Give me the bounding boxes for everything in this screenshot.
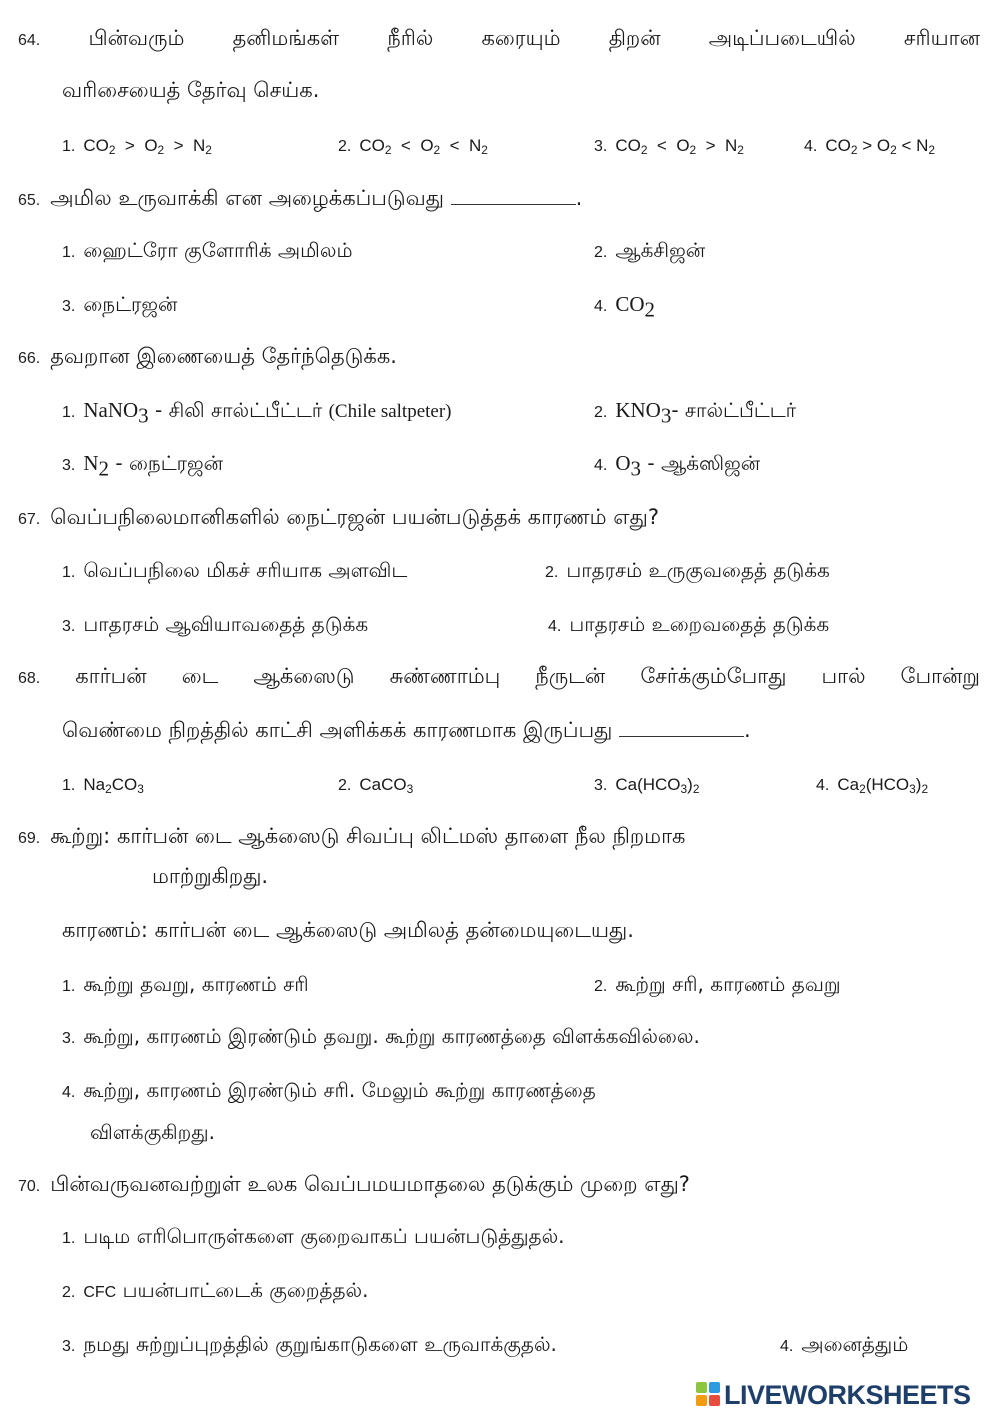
q70-option-1[interactable]: 1. படிம எரிபொருள்களை குறைவாகப் பயன்படுத்துதல். — [62, 1224, 565, 1248]
liveworksheets-text: LIVEWORKSHEETS — [724, 1379, 971, 1410]
q70-option-2[interactable]: 2. CFC பயன்பாட்டைக் குறைத்தல். — [62, 1278, 369, 1302]
reason-text: கார்பன் டை ஆக்ஸைடு அமிலத் தன்மையுடையது. — [154, 918, 634, 942]
q64-option-1[interactable]: 1. $CO_2 > O_2 > N_2$ — [62, 136, 212, 157]
liveworksheets-logo — [696, 1380, 996, 1410]
q67-option-2[interactable]: 2. பாதரசம் உருகுவதைத் தடுக்க — [545, 558, 830, 582]
q66-option-4[interactable]: 4. $O_3$ - ஆக்ஸிஜன் — [594, 451, 761, 481]
question-68-line-1 — [18, 662, 980, 693]
word: சரியான — [903, 26, 980, 50]
question-68-line-2: வெண்மை நிறத்தில் காட்சி அளிக்கக் காரணமாக இருப்பது . — [62, 718, 751, 742]
q66-option-1[interactable]: 1. NaNO$_3$ - சிலி சால்ட்பீட்டர் (Chile saltpeter) — [62, 398, 452, 428]
word: அடிப்படையில் — [708, 26, 856, 50]
word: சுண்ணாம்பு — [389, 664, 501, 688]
answer-blank[interactable] — [619, 718, 744, 737]
q67-option-3[interactable]: 3. பாதரசம் ஆவியாவதைத் தடுக்க — [62, 612, 369, 636]
assertion-text: கார்பன் டை ஆக்ஸைடு சிவப்பு லிட்மஸ் தாளை நீல நிறமாக — [116, 824, 686, 848]
q64-option-3[interactable]: 3. $CO_2 < O_2 > N_2$ — [594, 136, 744, 157]
q69-option-4[interactable]: 4. கூற்று, காரணம் இரண்டும் சரி. மேலும் கூற்று காரணத்தை — [62, 1078, 596, 1102]
word: போன்று — [900, 664, 980, 688]
q64-option-2[interactable]: 2. $CO_2 < O_2 < N_2$ — [338, 136, 488, 157]
word: திறன் — [608, 26, 661, 50]
q69-option-3[interactable]: 3. கூற்று, காரணம் இரண்டும் தவறு. கூற்று காரணத்தை விளக்கவில்லை. — [62, 1024, 700, 1048]
q68-option-1[interactable]: 1. $Na_2CO_3$ — [62, 775, 144, 796]
q69-option-1[interactable]: 1. கூற்று தவறு, காரணம் சரி — [62, 972, 309, 996]
question-number: 70. — [18, 1178, 41, 1195]
question-70 — [18, 1170, 690, 1201]
word: நீரில் — [387, 26, 434, 50]
word: நீருடன் — [535, 664, 606, 688]
q65-option-3[interactable]: 3. நைட்ரஜன் — [62, 292, 178, 316]
q67-option-1[interactable]: 1. வெப்பநிலை மிகச் சரியாக அளவிட — [62, 558, 408, 582]
q68-option-4[interactable]: 4. $Ca_2(HCO_3)_2$ — [816, 775, 929, 796]
assertion-label: கூற்று: — [50, 824, 111, 848]
question-text: அமில உருவாக்கி என அழைக்கப்படுவது — [50, 186, 444, 210]
question-number: 68. — [18, 670, 41, 687]
question-number: 69. — [18, 830, 41, 847]
word: கார்பன் — [75, 664, 147, 688]
question-66 — [18, 342, 397, 373]
question-67 — [18, 503, 659, 534]
question-text: வெப்பநிலைமானிகளில் நைட்ரஜன் பயன்படுத்தக் காரணம் எது? — [50, 505, 659, 529]
q70-option-4[interactable]: 4. அனைத்தும் — [780, 1332, 909, 1356]
question-number: 67. — [18, 511, 41, 528]
question-text: பின்வருவனவற்றுள் உலக வெப்பமயமாதலை தடுக்கும் முறை எது? — [50, 1172, 690, 1196]
question-text: தவறான இணையைத் தேர்ந்தெடுக்க. — [50, 344, 397, 368]
q69-option-4-cont: விளக்குகிறது. — [90, 1120, 215, 1144]
question-number: 64. — [18, 32, 41, 49]
question-69-assertion — [18, 822, 686, 853]
word: சேர்க்கும்போது — [640, 664, 787, 688]
question-69-assertion-cont: மாற்றுகிறது. — [152, 864, 269, 888]
word: கரையும் — [481, 26, 561, 50]
q65-option-1[interactable]: 1. ஹைட்ரோ குளோரிக் அமிலம் — [62, 238, 353, 262]
q65-option-2[interactable]: 2. ஆக்சிஜன் — [594, 238, 706, 262]
question-number: 65. — [18, 192, 41, 209]
word: ஆக்ஸைடு — [253, 664, 355, 688]
q69-option-2[interactable]: 2. கூற்று சரி, காரணம் தவறு — [594, 972, 841, 996]
question-69-reason — [62, 916, 634, 944]
q64-option-4[interactable]: 4. $CO_2 > O_2 < N_2$ — [804, 136, 936, 157]
reason-label: காரணம்: — [62, 918, 148, 942]
liveworksheets-icon — [696, 1382, 722, 1408]
q68-option-3[interactable]: 3. $Ca(HCO_3)_2$ — [594, 775, 700, 796]
word: டை — [181, 664, 219, 688]
q66-option-3[interactable]: 3. $N_2$ - நைட்ரஜன் — [62, 451, 224, 481]
q70-option-3[interactable]: 3. நமது சுற்றுப்புறத்தில் குறுங்காடுகளை உருவாக்குதல். — [62, 1332, 557, 1356]
answer-blank[interactable] — [451, 186, 576, 205]
question-65: 65. அமில உருவாக்கி என அழைக்கப்படுவது . — [18, 186, 583, 210]
q68-option-2[interactable]: 2. CaCO$_3$ — [338, 775, 414, 796]
word: பால் — [821, 664, 866, 688]
question-64-line-1 — [18, 24, 980, 55]
question-64-line-2: வரிசையைத் தேர்வு செய்க. — [62, 78, 320, 102]
q66-option-2[interactable]: 2. $KNO_3-$ சால்ட்பீட்டர் — [594, 398, 797, 428]
word: தனிமங்கள் — [232, 26, 340, 50]
question-number: 66. — [18, 350, 41, 367]
word: பின்வரும் — [88, 26, 185, 50]
q65-option-4[interactable]: 4. $CO_2$ — [594, 292, 656, 322]
q67-option-4[interactable]: 4. பாதரசம் உறைவதைத் தடுக்க — [548, 612, 830, 636]
